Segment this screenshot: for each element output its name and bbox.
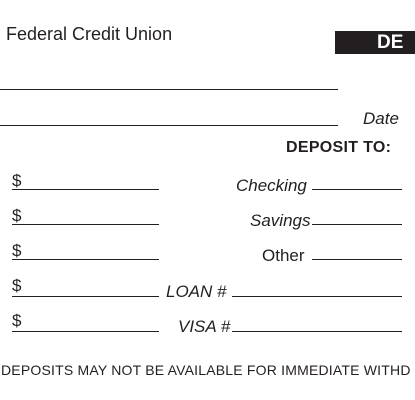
amount-dollar-sign: $ bbox=[12, 206, 22, 225]
loan-number-field[interactable] bbox=[232, 296, 402, 297]
date-label: Date bbox=[363, 109, 399, 128]
amount-dollar-sign: $ bbox=[12, 241, 22, 260]
loan-amount-field[interactable] bbox=[12, 296, 159, 297]
visa-amount-field[interactable] bbox=[12, 331, 159, 332]
address-line[interactable] bbox=[0, 125, 338, 126]
visa-number-field[interactable] bbox=[232, 331, 402, 332]
savings-amount-field[interactable] bbox=[12, 224, 159, 225]
form-title-banner: DE bbox=[335, 31, 415, 54]
other-label: Other bbox=[262, 246, 305, 265]
loan-label: LOAN # bbox=[166, 282, 227, 301]
credit-union-name: Federal Credit Union bbox=[6, 24, 173, 44]
savings-account-field[interactable] bbox=[312, 224, 402, 225]
deposit-to-heading: DEPOSIT TO: bbox=[286, 139, 392, 156]
checking-label: Checking bbox=[236, 176, 307, 195]
amount-dollar-sign: $ bbox=[12, 276, 22, 295]
other-amount-field[interactable] bbox=[12, 259, 159, 260]
amount-dollar-sign: $ bbox=[12, 171, 22, 190]
checking-amount-field[interactable] bbox=[12, 189, 159, 190]
checking-account-field[interactable] bbox=[312, 189, 402, 190]
other-account-field[interactable] bbox=[312, 259, 402, 260]
name-line[interactable] bbox=[0, 89, 338, 90]
visa-label: VISA # bbox=[178, 317, 231, 336]
amount-dollar-sign: $ bbox=[12, 311, 22, 330]
savings-label: Savings bbox=[250, 211, 311, 230]
availability-disclaimer: DEPOSITS MAY NOT BE AVAILABLE FOR IMMEDIATE WITHD bbox=[1, 362, 411, 378]
